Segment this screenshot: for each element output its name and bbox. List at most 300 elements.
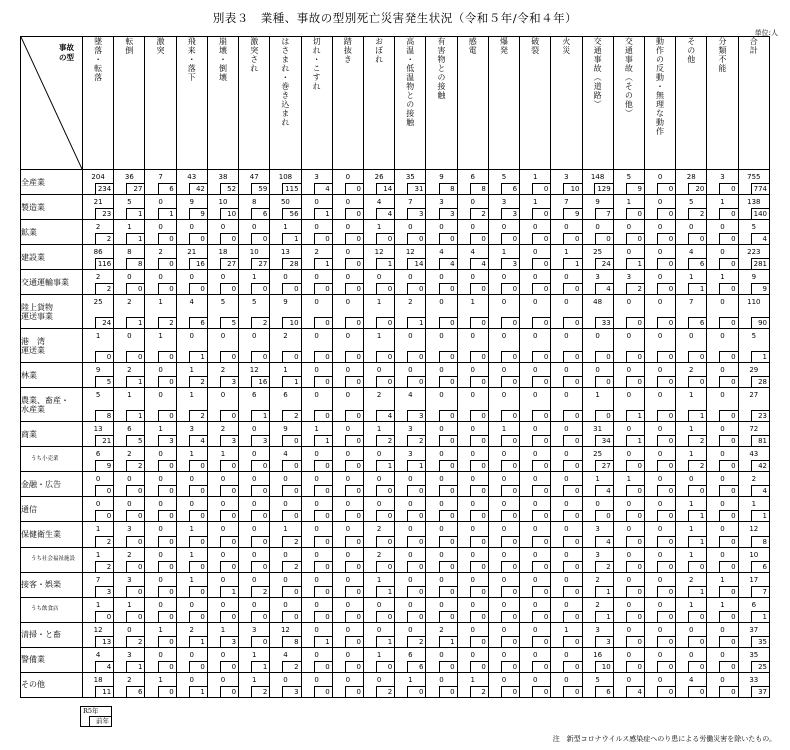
current-year-value: 0: [439, 223, 444, 232]
data-cell: [738, 597, 769, 622]
previous-year-value: 0: [439, 317, 457, 328]
current-year-value: 0: [251, 425, 257, 434]
previous-year-value: 0: [282, 351, 300, 362]
previous-year-value: 0: [220, 233, 238, 244]
previous-year-value: 0: [314, 460, 332, 471]
previous-year-value: 27: [220, 258, 238, 269]
current-year-value: 0: [251, 500, 257, 509]
current-year-value: 1: [189, 575, 194, 584]
data-cell: [551, 195, 582, 220]
data-cell: [644, 170, 675, 195]
industry-label: 金融・広告: [21, 472, 83, 497]
previous-year-value: 3: [282, 686, 300, 697]
data-cell: [145, 672, 176, 697]
current-year-value: 0: [283, 600, 288, 609]
data-cell: [613, 245, 644, 270]
data-cell: [551, 329, 582, 363]
current-year-value: 0: [626, 575, 632, 584]
current-year-value: 2: [376, 525, 382, 534]
current-year-value: 0: [532, 425, 538, 434]
data-cell: [363, 622, 394, 647]
data-cell: [551, 572, 582, 597]
current-year-value: 1: [376, 298, 382, 307]
previous-year-value: 3: [501, 258, 519, 269]
previous-year-value: 0: [376, 283, 394, 294]
current-year-value: 0: [564, 525, 569, 534]
current-year-value: 0: [189, 650, 194, 659]
data-cell: [707, 572, 738, 597]
previous-year-value: 35: [751, 636, 769, 647]
data-cell: [363, 195, 394, 220]
current-year-value: 10: [218, 198, 228, 207]
column-header: [270, 37, 301, 170]
data-cell: [301, 497, 332, 522]
current-year-value: 0: [408, 550, 413, 559]
current-year-value: 0: [439, 425, 444, 434]
previous-year-value: 0: [626, 376, 644, 387]
current-year-value: 2: [127, 550, 132, 559]
current-year-value: 0: [220, 600, 226, 609]
current-year-value: 0: [564, 675, 569, 684]
previous-year-value: 0: [158, 460, 176, 471]
current-year-value: 21: [93, 198, 103, 207]
data-cell: [582, 422, 613, 447]
previous-year-value: 3: [158, 435, 176, 446]
data-cell: [488, 270, 519, 295]
current-year-value: 43: [749, 450, 759, 459]
current-year-value: 0: [345, 650, 351, 659]
data-cell: [582, 672, 613, 697]
data-cell: [488, 547, 519, 572]
previous-year-value: 0: [189, 661, 207, 672]
current-year-value: 0: [439, 650, 444, 659]
current-year-value: 1: [689, 391, 694, 400]
data-cell: [457, 295, 488, 329]
data-cell: [613, 363, 644, 388]
current-year-value: 0: [345, 575, 351, 584]
current-year-value: 1: [95, 600, 101, 609]
previous-year-value: 1: [126, 376, 144, 387]
previous-year-value: 0: [376, 317, 394, 328]
data-cell: [613, 170, 644, 195]
industry-label: 全産業: [21, 170, 83, 195]
data-cell: [270, 497, 301, 522]
previous-year-value: 0: [407, 485, 425, 496]
previous-year-value: 4: [470, 258, 488, 269]
current-year-value: 0: [501, 525, 507, 534]
previous-year-value: 28: [282, 258, 300, 269]
data-cell: [551, 295, 582, 329]
industry-label: 港 湾 運送業: [21, 329, 83, 363]
data-cell: [644, 647, 675, 672]
previous-year-value: 0: [532, 586, 550, 597]
previous-year-value: 0: [345, 636, 363, 647]
data-cell: [457, 170, 488, 195]
current-year-value: 0: [158, 450, 163, 459]
data-cell: [270, 195, 301, 220]
previous-year-value: 5: [220, 317, 238, 328]
current-year-value: 0: [720, 425, 725, 434]
previous-year-value: 0: [251, 510, 269, 521]
data-cell: [270, 522, 301, 547]
previous-year-value: 0: [220, 686, 238, 697]
table-row: [21, 597, 770, 622]
previous-year-value: 0: [657, 410, 675, 421]
previous-year-value: 2: [688, 460, 706, 471]
current-year-value: 0: [501, 366, 507, 375]
current-year-value: 0: [314, 273, 319, 282]
data-cell: [582, 597, 613, 622]
previous-year-value: 281: [751, 258, 769, 269]
data-cell: [488, 245, 519, 270]
data-cell: [301, 388, 332, 422]
data-cell: [363, 220, 394, 245]
current-year-value: 0: [720, 298, 725, 307]
current-year-value: 0: [251, 600, 257, 609]
data-cell: [301, 270, 332, 295]
current-year-value: 0: [689, 475, 694, 484]
current-year-value: 0: [127, 332, 132, 341]
current-year-value: 0: [314, 332, 319, 341]
table-row: [21, 497, 770, 522]
data-cell: [520, 195, 551, 220]
data-cell: [488, 472, 519, 497]
data-cell: [520, 447, 551, 472]
previous-year-value: 2: [251, 586, 269, 597]
previous-year-value: 1: [189, 686, 207, 697]
data-cell: [707, 270, 738, 295]
previous-year-value: 7: [751, 586, 769, 597]
previous-year-value: 0: [158, 611, 176, 622]
previous-year-value: 2: [95, 536, 113, 547]
current-year-value: 0: [408, 273, 413, 282]
data-cell: [707, 522, 738, 547]
previous-year-value: 0: [189, 536, 207, 547]
previous-year-value: 4: [95, 661, 113, 672]
data-cell: [707, 363, 738, 388]
previous-year-value: 1: [376, 258, 394, 269]
header-row: [21, 37, 770, 170]
current-year-value: 1: [564, 248, 569, 257]
current-year-value: 6: [751, 600, 757, 609]
previous-year-value: 1: [688, 283, 706, 294]
previous-year-value: 0: [688, 485, 706, 496]
current-year-value: 1: [470, 298, 475, 307]
data-cell: [207, 363, 238, 388]
previous-year-value: 6: [189, 317, 207, 328]
previous-year-value: 4: [595, 485, 613, 496]
data-cell: [551, 422, 582, 447]
data-cell: [207, 195, 238, 220]
data-cell: [582, 195, 613, 220]
data-cell: [395, 363, 426, 388]
current-year-value: 0: [95, 475, 101, 484]
previous-year-value: 0: [251, 485, 269, 496]
data-cell: [114, 522, 145, 547]
data-cell: [176, 170, 207, 195]
data-cell: [738, 647, 769, 672]
previous-year-value: 0: [657, 435, 675, 446]
data-cell: [582, 245, 613, 270]
previous-year-value: 2: [407, 435, 425, 446]
data-cell: [332, 270, 363, 295]
previous-year-value: 0: [626, 460, 644, 471]
column-header-label: 爆発: [499, 37, 509, 55]
previous-year-value: 0: [563, 510, 581, 521]
previous-year-value: 6: [126, 686, 144, 697]
data-cell: [114, 447, 145, 472]
previous-year-value: 0: [688, 636, 706, 647]
data-cell: [707, 170, 738, 195]
previous-year-value: 0: [563, 586, 581, 597]
current-year-value: 50: [280, 198, 290, 207]
current-year-value: 1: [689, 273, 694, 282]
previous-year-value: 0: [470, 611, 488, 622]
data-cell: [114, 622, 145, 647]
previous-year-value: 0: [314, 283, 332, 294]
previous-year-value: 0: [126, 351, 144, 362]
current-year-value: 0: [657, 675, 663, 684]
previous-year-value: 1: [407, 317, 425, 328]
previous-year-value: 1: [376, 636, 394, 647]
current-year-value: 0: [408, 475, 413, 484]
data-cell: [426, 472, 457, 497]
current-year-value: 0: [532, 500, 538, 509]
data-cell: [270, 329, 301, 363]
previous-year-value: 16: [251, 376, 269, 387]
current-year-value: 0: [408, 366, 413, 375]
data-cell: [707, 245, 738, 270]
current-year-value: 18: [218, 248, 228, 257]
fatality-table: [20, 36, 770, 698]
current-year-value: 0: [439, 600, 444, 609]
data-cell: [332, 363, 363, 388]
previous-year-value: 0: [532, 435, 550, 446]
data-cell: [363, 672, 394, 697]
previous-year-value: 0: [470, 376, 488, 387]
previous-year-value: 0: [563, 460, 581, 471]
data-cell: [301, 220, 332, 245]
current-year-value: 1: [251, 273, 257, 282]
current-year-value: 1: [376, 650, 382, 659]
previous-year-value: 0: [657, 233, 675, 244]
data-cell: [83, 572, 114, 597]
current-year-value: 1: [720, 198, 725, 207]
current-year-value: 0: [220, 525, 226, 534]
data-cell: [332, 647, 363, 672]
industry-label: うち社会福祉施設: [21, 547, 83, 572]
previous-year-value: 4: [751, 233, 769, 244]
current-year-value: 0: [158, 366, 163, 375]
current-year-value: 3: [439, 198, 444, 207]
data-cell: [301, 472, 332, 497]
column-header-label: 墜落・転落: [93, 37, 103, 82]
data-cell: [239, 195, 270, 220]
previous-year-value: 0: [563, 376, 581, 387]
current-year-value: 1: [376, 223, 382, 232]
column-header-label: 合計: [749, 37, 759, 55]
previous-year-value: 0: [563, 686, 581, 697]
data-cell: [644, 522, 675, 547]
data-cell: [239, 422, 270, 447]
previous-year-value: 0: [220, 661, 238, 672]
current-year-value: 0: [345, 475, 351, 484]
previous-year-value: 10: [220, 208, 238, 219]
previous-year-value: 10: [282, 317, 300, 328]
current-year-value: 2: [283, 332, 288, 341]
data-cell: [301, 363, 332, 388]
current-year-value: 12: [374, 248, 384, 257]
data-cell: [145, 622, 176, 647]
data-cell: [207, 672, 238, 697]
data-cell: [239, 547, 270, 572]
data-cell: [738, 522, 769, 547]
previous-year-value: 0: [251, 611, 269, 622]
current-year-value: 1: [95, 525, 101, 534]
data-cell: [114, 572, 145, 597]
data-cell: [426, 622, 457, 647]
previous-year-value: 11: [95, 686, 113, 697]
previous-year-value: 0: [470, 460, 488, 471]
data-cell: [676, 647, 707, 672]
current-year-value: 0: [626, 298, 632, 307]
current-year-value: 1: [689, 450, 694, 459]
previous-year-value: 0: [470, 661, 488, 672]
current-year-value: 0: [564, 273, 569, 282]
previous-year-value: 0: [563, 561, 581, 572]
data-cell: [738, 447, 769, 472]
current-year-value: 0: [314, 600, 319, 609]
industry-label: 陸上貨物 運送事業: [21, 295, 83, 329]
previous-year-value: 14: [376, 183, 394, 194]
data-cell: [395, 220, 426, 245]
data-cell: [270, 295, 301, 329]
current-year-value: 0: [470, 332, 475, 341]
current-year-value: 3: [314, 173, 319, 181]
previous-year-value: 0: [470, 536, 488, 547]
data-cell: [457, 647, 488, 672]
data-cell: [551, 220, 582, 245]
data-cell: [114, 363, 145, 388]
column-header-label: 交通事故（その他）: [624, 37, 634, 118]
current-year-value: 1: [720, 273, 725, 282]
current-year-value: 0: [345, 600, 351, 609]
current-year-value: 9: [751, 273, 757, 282]
data-cell: [145, 363, 176, 388]
data-cell: [176, 388, 207, 422]
data-cell: [176, 522, 207, 547]
current-year-value: 16: [593, 650, 603, 659]
data-cell: [676, 622, 707, 647]
data-cell: [488, 329, 519, 363]
document-title: 別表３ 業種、事故の型別死亡災害発生状況（令和５年/令和４年）: [212, 11, 578, 25]
data-cell: [395, 647, 426, 672]
previous-year-value: 0: [314, 351, 332, 362]
data-cell: [457, 547, 488, 572]
current-year-value: 0: [283, 575, 288, 584]
current-year-value: 0: [532, 273, 538, 282]
previous-year-value: 0: [626, 611, 644, 622]
current-year-value: 0: [283, 550, 288, 559]
current-year-value: 0: [376, 625, 382, 634]
previous-year-value: 56: [282, 208, 300, 219]
previous-year-value: 1: [626, 410, 644, 421]
previous-year-value: 0: [501, 510, 519, 521]
corner-header: [21, 37, 83, 170]
data-cell: [582, 572, 613, 597]
current-year-value: 0: [314, 675, 319, 684]
current-year-value: 38: [218, 173, 228, 181]
previous-year-value: 115: [282, 183, 300, 194]
current-year-value: 0: [220, 675, 226, 684]
previous-year-value: 4: [189, 435, 207, 446]
data-cell: [207, 270, 238, 295]
previous-year-value: 9: [751, 283, 769, 294]
current-year-value: 5: [127, 198, 132, 207]
data-cell: [301, 672, 332, 697]
current-year-value: 2: [689, 366, 694, 375]
previous-year-value: 1: [282, 233, 300, 244]
previous-year-value: 0: [657, 536, 675, 547]
current-year-value: 0: [439, 298, 444, 307]
current-year-value: 2: [158, 248, 163, 257]
current-year-value: 35: [405, 173, 415, 181]
previous-year-value: 0: [95, 510, 113, 521]
current-year-value: 0: [189, 332, 194, 341]
data-cell: [488, 647, 519, 672]
previous-year-value: 0: [501, 661, 519, 672]
current-year-value: 25: [93, 298, 103, 307]
current-year-value: 1: [189, 450, 194, 459]
current-year-value: 10: [749, 550, 759, 559]
previous-year-value: 0: [314, 661, 332, 672]
previous-year-value: 2: [407, 636, 425, 647]
previous-year-value: 10: [563, 183, 581, 194]
previous-year-value: 0: [158, 586, 176, 597]
data-cell: [613, 472, 644, 497]
previous-year-value: 1: [314, 636, 332, 647]
previous-year-value: 0: [563, 435, 581, 446]
current-year-value: 0: [439, 391, 444, 400]
previous-year-value: 116: [95, 258, 113, 269]
previous-year-value: 0: [657, 510, 675, 521]
current-year-value: 0: [345, 450, 351, 459]
previous-year-value: 0: [501, 460, 519, 471]
previous-year-value: 0: [376, 485, 394, 496]
current-year-value: 2: [127, 450, 132, 459]
previous-year-value: 27: [126, 183, 144, 194]
current-year-value: 0: [220, 500, 226, 509]
current-year-value: 0: [595, 500, 600, 509]
data-cell: [707, 472, 738, 497]
previous-year-value: 2: [251, 317, 269, 328]
current-year-value: 0: [439, 500, 444, 509]
column-header-label: 飛来・落下: [187, 37, 197, 82]
data-cell: [176, 295, 207, 329]
column-header-label: 踏抜き: [343, 37, 353, 64]
previous-year-value: 0: [532, 183, 550, 194]
previous-year-value: 6: [688, 258, 706, 269]
current-year-value: 0: [470, 450, 475, 459]
previous-year-value: 0: [282, 283, 300, 294]
current-year-value: 1: [95, 550, 101, 559]
data-cell: [613, 295, 644, 329]
previous-year-value: 0: [563, 283, 581, 294]
data-cell: [551, 388, 582, 422]
industry-label: 製造業: [21, 195, 83, 220]
current-year-value: 7: [408, 198, 413, 207]
data-cell: [644, 672, 675, 697]
